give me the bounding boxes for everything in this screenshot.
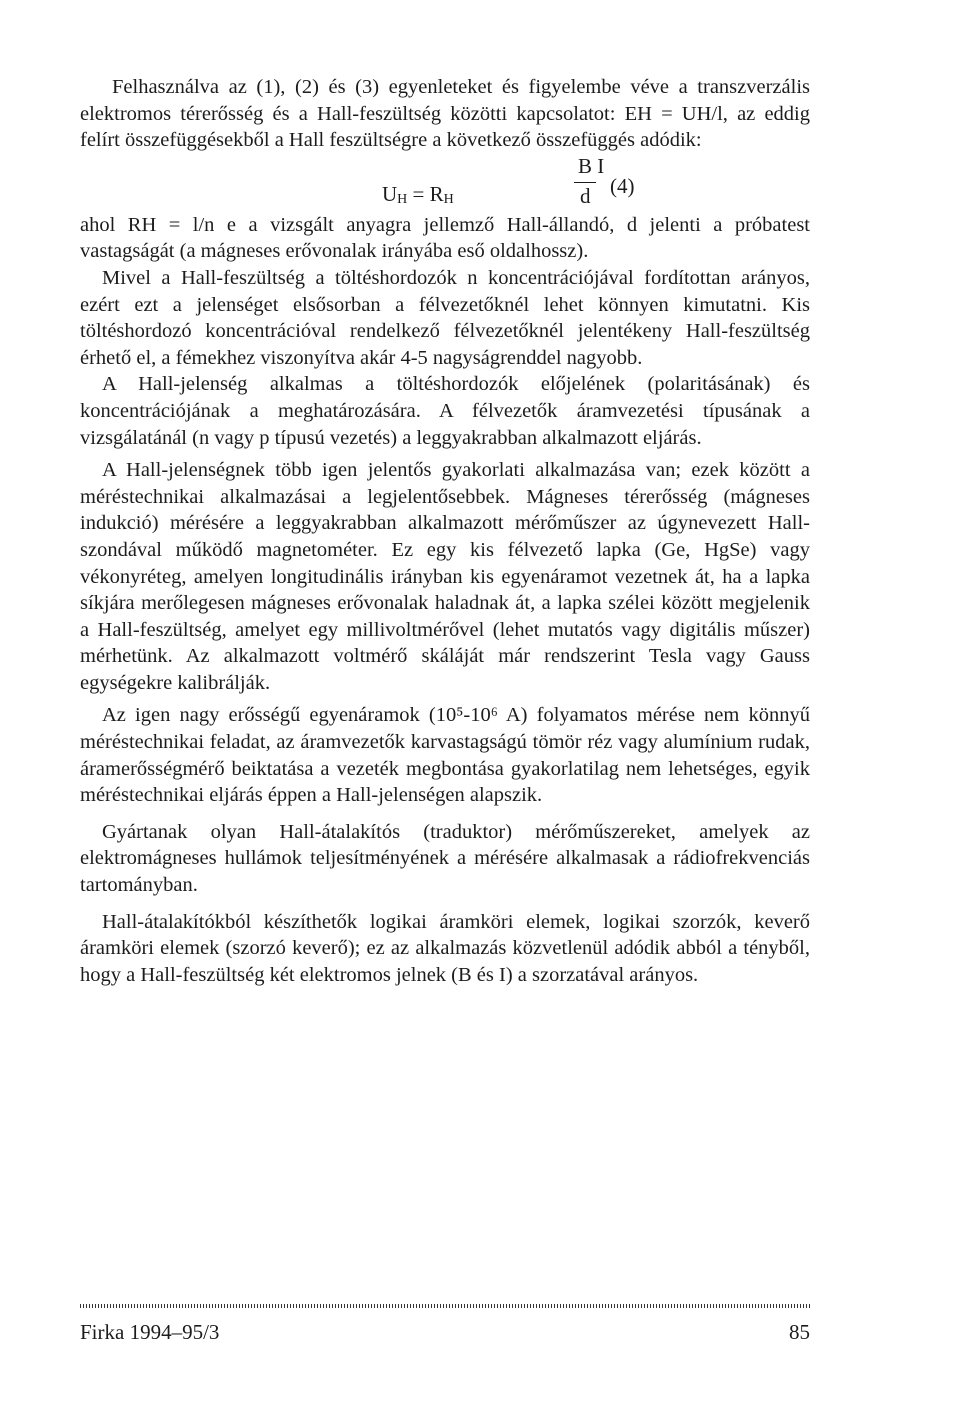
paragraph-7: Gyártanak olyan Hall-átalakítós (traduktor) mérőműszereket, amelyek az elektromágneses hullámok teljesítményének a mérésére alkalmasak a rádiofrekvenciás tartományban. — [80, 820, 810, 897]
paragraph-3: Mivel a Hall-feszültség a töltéshordozók n koncentrációjával fordítottan arányos, ezért ezt a jelenséget elsősorban a félvezetőknél lehet könnyen kimutatni. Kis töltéshordozó koncentrációval rendelkező félvezetőknél jelentékeny Hall-feszültség érhető el, a fémekhez viszonyítva akár 4-5 nagyságrenddel nagyobb. — [80, 266, 810, 369]
formula-denominator: d — [580, 183, 591, 208]
page-body — [80, 74, 810, 988]
equation-number: (4) — [610, 173, 635, 198]
page-footer — [80, 1320, 810, 1345]
paragraph-4: A Hall-jelenség alkalmas a töltéshordozók előjelének (polaritásának) és koncentrációjának a meghatározására. A félvezetők áramvezetési típusának a vizsgálatánál (n vagy p típusú vezetés) a leggyakrabban alkalmazott eljárás. — [80, 373, 810, 449]
fraction-bar — [574, 182, 596, 183]
paragraph-6: Az igen nagy erősségű egyenáramok (10⁵-10⁶ A) folyamatos mérése nem könnyű méréstechnikai feladat, az áramvezetők karvastagságú tömör réz vagy alumínium rudak, áramerősségmérő beiktatása a vezeték megbontása gyakorlatilag nem lehetséges, egyik méréstechnikai eljárás éppen a Hall-jelenségen alapszik. — [80, 704, 810, 807]
paragraph-2: ahol RH = l/n e a vizsgált anyagra jellemző Hall-állandó, d jelenti a próbatest vastagságát (a mágneses erővonalak irányába eső oldalhossz). — [80, 213, 810, 263]
journal-issue: Firka 1994–95/3 — [80, 1320, 220, 1344]
paragraph-1: Felhasználva az (1), (2) és (3) egyenleteket és figyelembe véve a transzverzális elektromos térerősség és a Hall-feszültség közötti kapcsolatot: EH = UH/l, az eddig felírt összefüggésekből a Hall feszültségre a következő összefüggés adódik: — [80, 76, 810, 152]
page-number: 85 — [789, 1320, 810, 1344]
paragraph-5: A Hall-jelenségnek több igen jelentős gyakorlati alkalmazása van; ezek között a méréstechnikai alkalmazásai a legjelentősebbek. Mágneses térerősség (mágneses indukció) mérésére a leggyakrabban alkalmazott mérőműszer az úgynevezett Hall-szondával működő magnetométer. Ez egy kis félvezető lapka (Ge, HgSe) vagy vékonyréteg, amelyen longitudinális irányban kis egyenáramot vezetnek át, ha a lapka síkjára merőlegesen mágneses erővonalak haladnak át, a lapka szélei között megjelenik a Hall-feszültség, amelyet egy millivoltmérővel (lehet mutatós vagy digitális műszer) mérhetünk. Az alkalmazott voltmérő skáláját már rendszerint Tesla vagy Gauss egységekre kalibrálják. — [80, 459, 810, 694]
formula-numerator: B I — [578, 153, 605, 178]
formula-lhs: $U_H = R_H$ — [382, 181, 454, 207]
footer-divider — [80, 1304, 810, 1308]
equation-4 — [80, 154, 810, 212]
paragraph-8: Hall-átalakítókból készíthetők logikai áramköri elemek, logikai szorzók, keverő áramköri elemek (szorzó keverő); ez az alkalmazás közvetlenül adódik abból a tényből, hogy a Hall-feszültség két elektromos jelnek (B és I) a szorzatával arányos. — [80, 910, 810, 986]
